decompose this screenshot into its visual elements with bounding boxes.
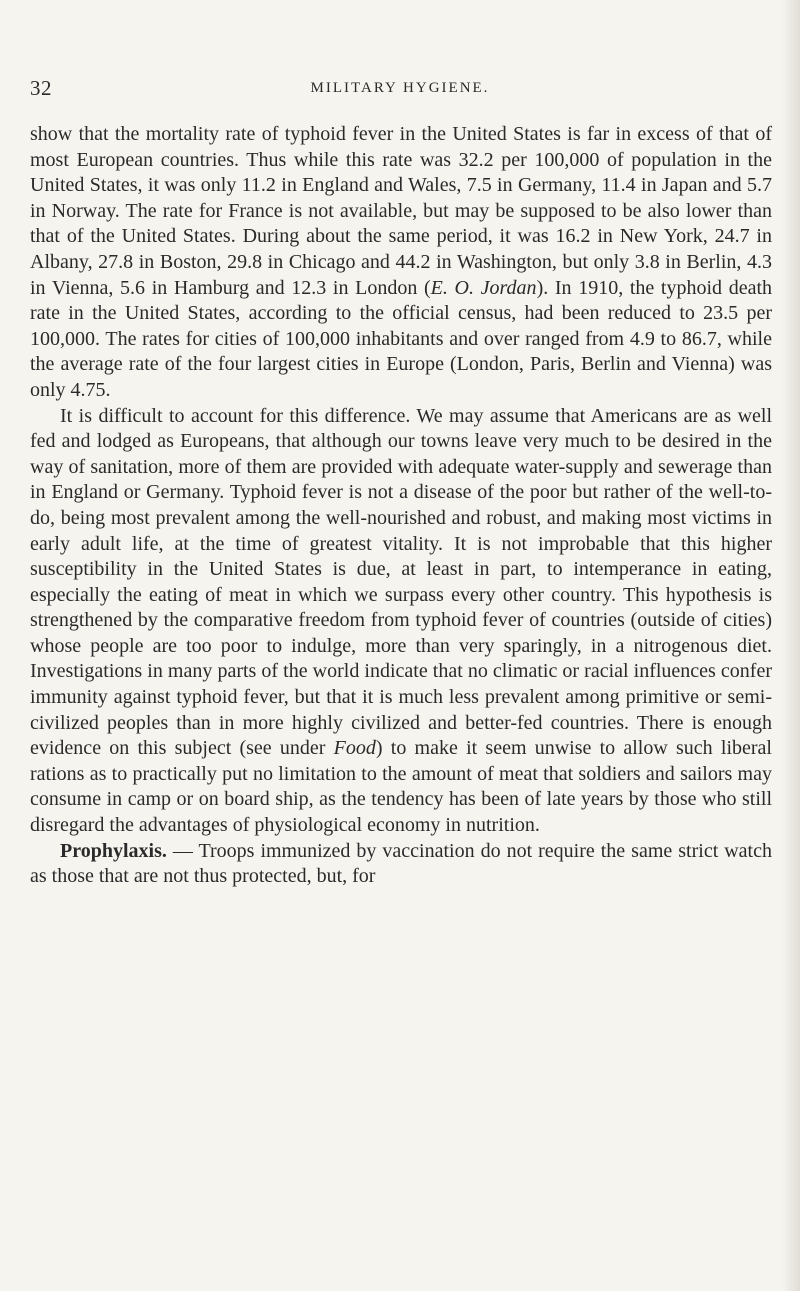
paragraph-text: ). In 1910, the typhoid death rate in the United States, according to the official census, had been reduced to 23.5 per 100,000. The rates for cities of 100,000 inhabitants and over ranged from 4.9 to 86.7, while the average rate of the four largest cities in Europe (London, Paris, Berlin and Vienna) was only 4.75. xyxy=(30,276,773,401)
prophylaxis-heading: Prophylaxis. xyxy=(60,839,167,862)
paragraph-text: show that the mortality rate of typhoid fever in the United States is far in excess of that of most European countries. Thus while this rate was 32.2 per 100,000 of population in the United States, it was only 11.2 in England and Wales, 7.5 in Germany, 11.4 in Japan and 5.7 in Norway. The rate for France is not available, but may be supposed to be also lower than that of the United States. During about the same period, it was 16.2 in New York, 24.7 in Albany, 27.8 in Boston, 29.8 in Chicago and 44.2 in Washington, but only 3.8 in Berlin, 4.3 in Vienna, 5.6 in Hamburg and 12.3 in London ( xyxy=(30,123,772,299)
citation-food: Food xyxy=(333,737,376,760)
page-number: 32 xyxy=(30,76,52,100)
paragraph-text: ) to make it seem unwise to allow such liberal rations as to practically put no limitation to the amount of meat that soldiers and sailors may consume in camp or on board ship, as the tendency has been of late years by those who still disregard the advantages of physiological economy in nutrition. xyxy=(30,737,772,837)
paragraph-typhoid-rates xyxy=(30,122,772,404)
running-head: MILITARY HYGIENE. xyxy=(310,80,490,96)
paragraph-text: It is difficult to account for this difference. We may assume that Americans are as well fed and lodged as Europeans, that although our towns leave very much to be desired in the way of sanitation, more of them are provided with adequate water-supply and sewerage than in England or Germany. Typhoid fever is not a disease of the poor but rather of the well-to-do, being most prevalent among the well-nourished and robust, and making most victims in early adult life, at the time of greatest vitality. It is not improbable that this higher susceptibility in the United States is due, at least in part, to intemperance in eating, especially the eating of meat in which we surpass every other country. This hypothesis is strengthened by the comparative freedom from typhoid fever of countries (outside of cities) whose people are too poor to indulge, more than very sparingly, in a nitrogenous diet. Investigations in many parts of the world indicate that no climatic or racial influences confer immunity against typhoid fever, but that it is much less prevalent among primitive or semi-civilized peoples than in more highly civilized and better-fed countries. There is enough evidence on this subject (see under xyxy=(30,404,772,760)
body-text xyxy=(30,122,772,890)
paragraph-prophylaxis xyxy=(30,839,772,890)
citation-jordan: E. O. Jordan xyxy=(430,276,537,299)
paragraph-text: — Troops immunized by vaccination do not require the same strict watch as those that are not thus protected, but, for xyxy=(30,839,772,888)
paragraph-difference xyxy=(30,404,772,839)
page-edge-shadow xyxy=(782,0,800,1291)
